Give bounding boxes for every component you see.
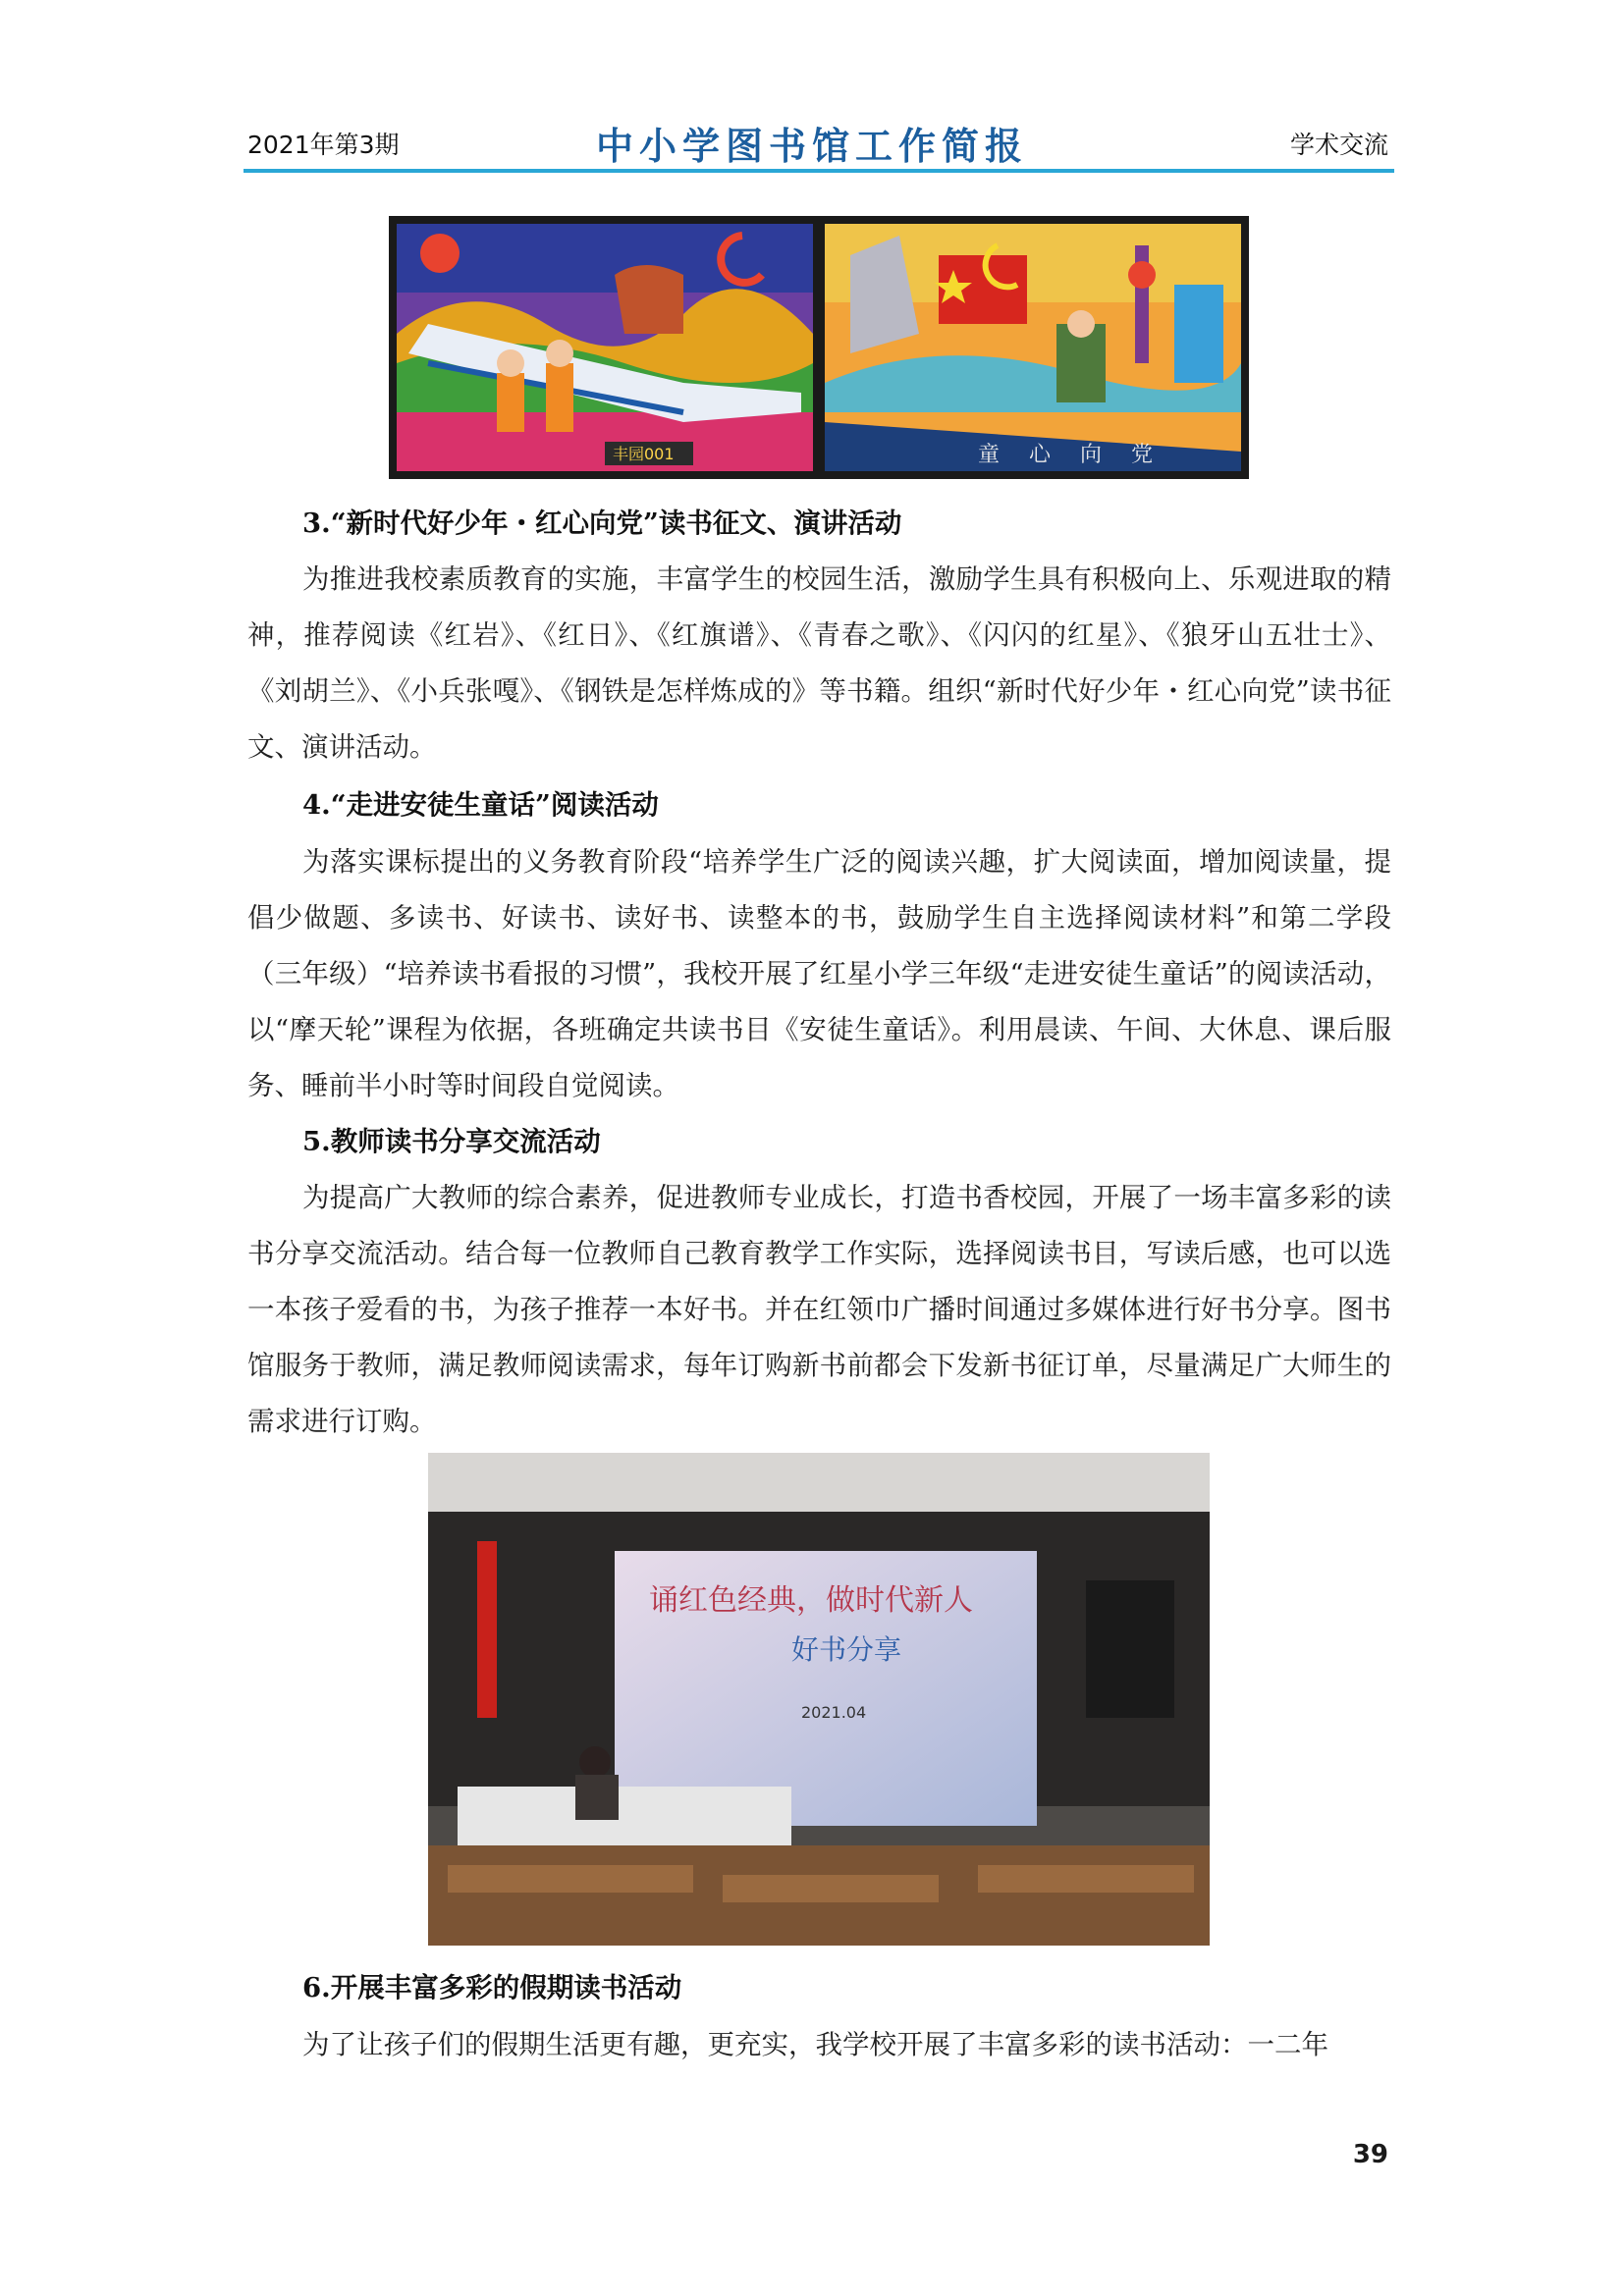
section-5-body: 为提高广大教师的综合素养，促进教师专业成长，打造书香校园，开展了一场丰富多彩的读书分享交流活动。结合每一位教师自己教育教学工作实际，选择阅读书目，写读后感，也可以选一本孩子爱看的书，为孩子推荐一本好书。并在红领巾广播时间通过多媒体进行好书分享。图书馆服务于教师，满足教师阅读需求，每年订购新书前都会下发新书征订单，尽量满足广大师生的需求进行订购。	[247, 1182, 1391, 1437]
book-sharing-scene	[428, 1453, 1210, 1946]
header-divider	[244, 169, 1394, 173]
book-sharing-photo	[428, 1453, 1210, 1946]
issue-label: 2021年第3期	[247, 131, 400, 159]
section-4-body: 为落实课标提出的义务教育阶段“培养学生广泛的阅读兴趣，扩大阅读面，增加阅读量，提倡少做题、多读书、好读书、读好书、读整本的书，鼓励学生自主选择阅读材料”和第二学段（三年级）“培养读书看报的习惯”，我校开展了红星小学三年级“走进安徒生童话”的阅读活动，以“摩天轮”课程为依据，各班确定共读书目《安徒生童话》。利用晨读、午间、大休息、课后服务、睡前半小时等时间段自觉阅读。	[247, 846, 1391, 1101]
artwork-illustration	[389, 216, 1249, 479]
artwork-photo	[389, 216, 1249, 479]
section-6-body: 为了让孩子们的假期生活更有趣，更充实，我学校开展了丰富多彩的读书活动：一二年	[302, 2029, 1328, 2060]
section-3-heading: 3.“新时代好少年・红心向党”读书征文、演讲活动	[302, 507, 902, 539]
section-label: 学术交流	[1289, 131, 1388, 159]
section-6-heading: 6.开展丰富多彩的假期读书活动	[302, 1972, 682, 2003]
page-number: 39	[1352, 2140, 1388, 2169]
artwork-caption-text: 童心向党	[978, 443, 1183, 467]
screen-title-text: 诵红色经典，做时代新人	[649, 1583, 973, 1618]
screen-date-text: 2021.04	[801, 1703, 867, 1722]
section-5-heading: 5.教师读书分享交流活动	[302, 1126, 601, 1157]
screen-subtitle-text: 好书分享	[791, 1633, 902, 1666]
artwork-left-label: 丰园001	[613, 445, 675, 463]
section-4-heading: 4.“走进安徒生童话”阅读活动	[302, 789, 659, 821]
section-3-body: 为推进我校素质教育的实施，丰富学生的校园生活，激励学生具有积极向上、乐观进取的精神，推荐阅读《红岩》、《红日》、《红旗谱》、《青春之歌》、《闪闪的红星》、《狼牙山五壮士》、 《刘胡兰》、《小兵张嘎》、《钢铁是怎样炼成的》等书籍。组织“新时代好少年・红心向党”读书征文、演讲活动。	[247, 563, 1391, 763]
journal-title: 中小学图书馆工作简报	[595, 124, 1028, 168]
